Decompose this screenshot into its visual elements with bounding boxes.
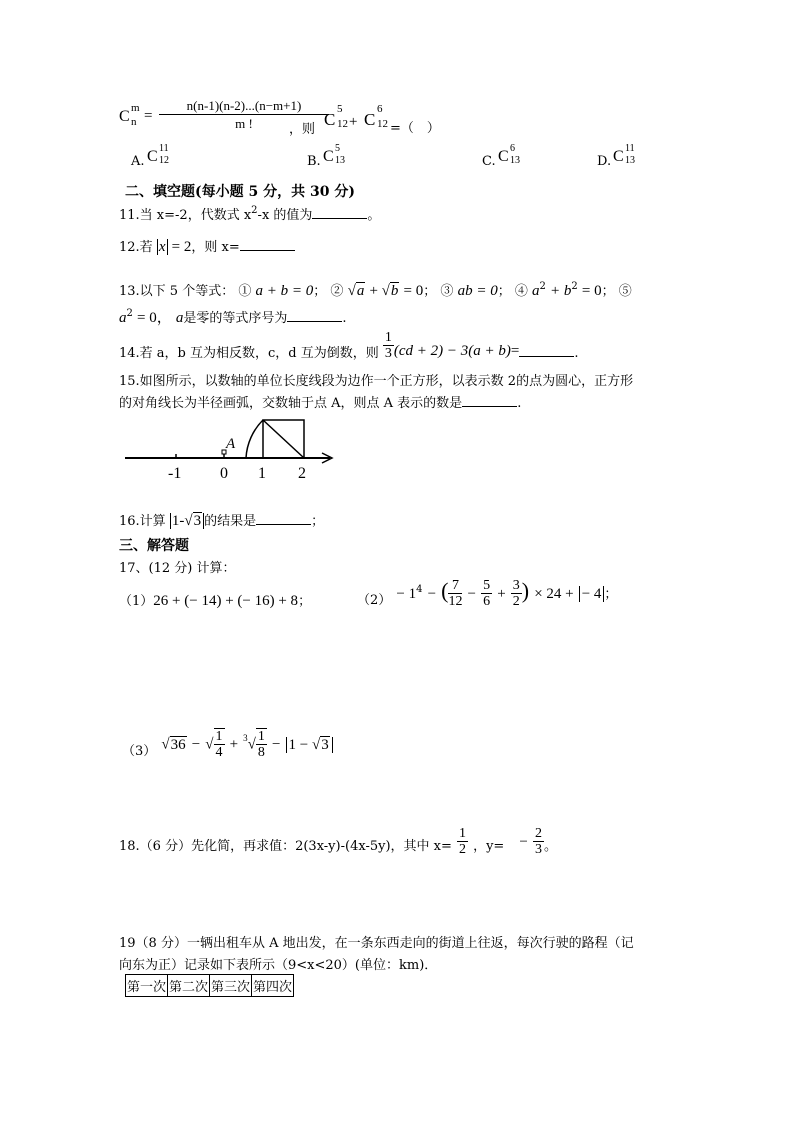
q10-c-sub: n [131, 116, 137, 128]
q11: 11.当 x=-2，代数式 $x^2-x$ 的值为 。 [119, 205, 381, 223]
q14-fraction: $\frac{1}{3}$ [384, 330, 392, 361]
q10-option-d: D. C 11 13 [597, 143, 635, 169]
q10-term1-c: C [324, 110, 336, 129]
section2-heading: 二、填空题(每小题 5 分，共 30 分) [125, 184, 355, 200]
q16: 16.计算 1-√3 的结果是 ； [119, 513, 325, 529]
number-line-figure [120, 410, 340, 485]
q13-line1: 13.以下 5 个等式： ① a + b = 0； ② √a + √b = 0； ③ ab = 0； ④ $a^2 + b^2 = 0$； ⑤ [119, 281, 632, 299]
q10-term2-c: C [364, 110, 376, 129]
q17-part1: （1）26 + (− 14) + (− 16) + 8； [119, 593, 312, 609]
q10-numerator: n(n-1)(n-2)...(n−m+1) [159, 98, 329, 115]
q18: $_{18.(6 分)先化简,再求值:2(3x-y)-(4x-5y),其中 x=}$ $\frac{1}{2}$ $_{,y=}$ − $\frac{2}{3}$ $_。$ [119, 826, 557, 857]
q10-option-b: B. C 5 13 [307, 143, 345, 169]
diagonal [263, 420, 304, 458]
q10-option-a: A. C 11 12 [131, 143, 169, 169]
label-a: A [226, 436, 236, 452]
table-header-cell: 第二次 [168, 975, 210, 997]
q10-term1-sup: 5 [337, 103, 343, 115]
q12-blank[interactable] [240, 238, 295, 251]
q15-line1: 15.如图所示，以数轴的单位长度线段为边作一个正方形，以表示数 2的点为圆心，正方形 [119, 374, 634, 389]
q10-c-symbol: C [119, 108, 130, 125]
q14: 14.若 a，b 互为相反数，c，d 互为倒数，则 $\frac{1}{3}$ (cd + 2) − 3(a + b)= . [119, 330, 579, 361]
q10-plus: + [349, 114, 358, 130]
q10-c-sup: m [131, 102, 140, 114]
q19-line2: 向东为正）记录如下表所示（9<x<20）(单位：km)． [119, 958, 438, 973]
q19-table [125, 974, 294, 997]
label-2: 2 [298, 465, 306, 482]
table-row [126, 975, 294, 997]
q10-term2-sub: 12 [377, 118, 388, 130]
table-header-cell: 第四次 [252, 975, 294, 997]
q13-line2: $a^2 = 0$， a是零的等式序号为 . [119, 308, 347, 326]
label-0: 0 [220, 465, 228, 482]
q17-title: 17、(12 分) 计算： [119, 561, 236, 576]
label-minus1: -1 [168, 465, 182, 482]
section3-heading: 三、解答题 [119, 538, 189, 554]
q12-abs-x: x [158, 239, 166, 255]
table-header-cell: 第三次 [210, 975, 252, 997]
q14-blank[interactable] [519, 344, 574, 357]
q10-tail: =（ ） [390, 121, 440, 136]
q16-blank[interactable] [256, 512, 311, 525]
q10-option-c: C. C 6 13 [482, 143, 520, 169]
q19-line1: 19（8 分）一辆出租车从 A 地出发，在一条东西走向的街道上往返，每次行驶的路程（记 [119, 936, 634, 951]
q15-line2: 的对角线长为半径画弧，交数轴于点 A，则点 A 表示的数是 . [119, 396, 522, 411]
arc [246, 420, 263, 458]
q16-abs-expr: 1-√3 [170, 513, 204, 529]
q10-term2-sup: 6 [377, 103, 383, 115]
q12: 12.若 x = 2，则 x= [119, 236, 295, 256]
q17-part2: $_{(2)} - 1^4$ − ( $\frac{7}{12}$ − $\frac{5}{6}$ + $\frac{3}{2}$ ) × 24 + − 4 ； [357, 578, 618, 609]
q10-term1-sub: 12 [337, 118, 348, 130]
q10-equals: = [144, 108, 153, 124]
label-1: 1 [258, 465, 266, 482]
q11-blank[interactable] [312, 206, 367, 219]
q10-then: ，则 [289, 122, 316, 137]
table-header-cell: 第一次 [126, 975, 168, 997]
q13-blank[interactable] [287, 309, 342, 322]
q10-denominator: m ! [235, 116, 253, 131]
q17-part3: $_{(3)}$ √36 − √ $\frac{1}{4}$ + $^3$√ $\frac{1}{8}$ − 1 − √3 [122, 728, 333, 768]
q15-blank[interactable] [462, 394, 517, 407]
